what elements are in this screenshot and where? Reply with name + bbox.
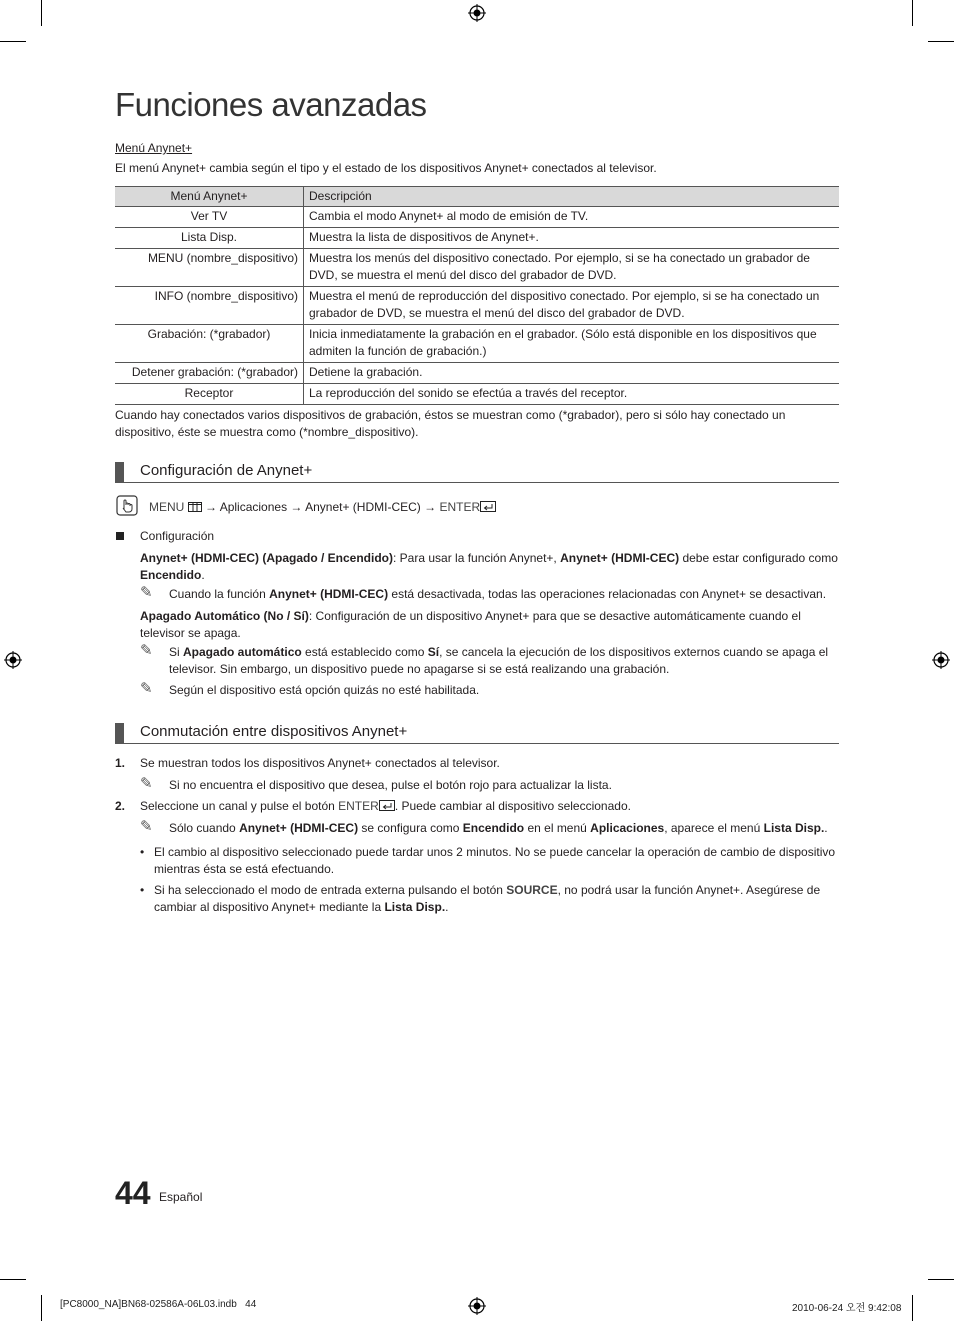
- step-number: 2.: [115, 799, 126, 813]
- section-heading: [115, 721, 839, 744]
- table-row: [115, 363, 839, 384]
- table-header-cell: Menú Anynet+: [115, 187, 304, 207]
- description-cell: Muestra la lista de dispositivos de Anynet+.: [304, 228, 840, 249]
- note-text: Sólo cuando Anynet+ (HDMI-CEC) se configura como Encendido en el menú Aplicaciones, aparece el menú Lista Disp..: [169, 821, 828, 835]
- anynet-menu-table: [115, 186, 839, 405]
- menu-item-cell: Receptor: [115, 384, 304, 405]
- remote-hand-icon: [116, 495, 138, 516]
- menu-item-cell: Ver TV: [115, 207, 304, 228]
- registration-mark-icon: [468, 1297, 486, 1315]
- table-row: [115, 207, 839, 228]
- crop-mark: [41, 1295, 42, 1321]
- page-language: Español: [159, 1190, 203, 1204]
- menu-item-cell: INFO (nombre_dispositivo): [115, 287, 304, 325]
- footnote-text: Cuando hay conectados varios dispositivos de grabación, éstos se muestran como (*grabador), pero si sólo hay conectado un dispositivo, éste se muestra como (*nombre_dispositivo).: [115, 408, 786, 439]
- intro-text: El menú Anynet+ cambia según el tipo y el estado de los dispositivos Anynet+ conectados al televisor.: [115, 161, 657, 175]
- description-cell: La reproducción del sonido se efectúa a través del receptor.: [304, 384, 840, 405]
- bullet-dot-icon: •: [140, 845, 145, 859]
- note-text: Si no encuentra el dispositivo que desea, pulse el botón rojo para actualizar la lista.: [169, 778, 612, 792]
- registration-mark-icon: [4, 651, 22, 669]
- menu-item-cell: MENU (nombre_dispositivo): [115, 249, 304, 287]
- note-pencil-icon: ✎: [140, 584, 153, 601]
- description-cell: Muestra el menú de reproducción del dispositivo conectado. Por ejemplo, si se ha conectado un grabador de DVD, se muestra el menú del disco del grabador de DVD.: [304, 287, 840, 325]
- item-label: Configuración: [140, 529, 215, 543]
- section-heading-text: Configuración de Anynet+: [140, 462, 313, 479]
- enter-icon: [379, 800, 395, 811]
- table-row: [115, 249, 839, 287]
- section-heading-text: Conmutación entre dispositivos Anynet+: [140, 723, 408, 740]
- description-cell: Detiene la grabación.: [304, 363, 840, 384]
- auto-off-text: Apagado Automático (No / Sí): Configuración de un dispositivo Anynet+ para que se desactive automáticamente cuando el televisor se apaga.: [140, 609, 801, 640]
- note-pencil-icon: ✎: [140, 642, 153, 659]
- enter-icon: [480, 501, 496, 512]
- menu-item-cell: Lista Disp.: [115, 228, 304, 249]
- heading-bar: [115, 462, 124, 482]
- description-cell: Inicia inmediatamente la grabación en el grabador. (Sólo está disponible en los dispositivos que admiten la función de grabación.): [304, 325, 840, 363]
- registration-mark-icon: [468, 4, 486, 22]
- crop-mark: [912, 0, 913, 26]
- registration-mark-icon: [932, 651, 950, 669]
- note-text: Cuando la función Anynet+ (HDMI-CEC) está desactivada, todas las operaciones relacionadas con Anynet+ se desactivan.: [169, 587, 827, 601]
- crop-mark: [41, 0, 42, 26]
- section-heading: [115, 460, 839, 483]
- print-file-name: [PC8000_NA]BN68-02586A-06L03.indb 44: [60, 1299, 257, 1310]
- description-cell: Muestra los menús del dispositivo conectado. Por ejemplo, si se ha conectado un grabador de DVD, se muestra el menú del disco del grabador de DVD.: [304, 249, 840, 287]
- bullet-square-icon: [116, 532, 124, 540]
- anynet-setting-text: Anynet+ (HDMI-CEC) (Apagado / Encendido): Para usar la función Anynet+, Anynet+ (HDMI-CEC) debe estar configurado como Encendido.: [140, 551, 838, 582]
- note-text: Si Apagado automático está establecido como Sí, se cancela la ejecución de los dispositivos externos cuando se apaga el televisor. Sin embargo, un dispositivo puede no apagarse si se está realizando una grabación.: [169, 645, 829, 676]
- menu-item-cell: Grabación: (*grabador): [115, 325, 304, 363]
- crop-mark: [928, 41, 954, 42]
- page-title: Funciones avanzadas: [115, 86, 427, 123]
- table-header-cell: Descripción: [304, 187, 840, 207]
- crop-mark: [928, 1279, 954, 1280]
- table-row: [115, 325, 839, 363]
- note-text: Según el dispositivo está opción quizás no esté habilitada.: [169, 683, 480, 697]
- heading-bar: [115, 723, 124, 743]
- menu-item-cell: Detener grabación: (*grabador): [115, 363, 304, 384]
- section-label: Menú Anynet+: [115, 141, 193, 155]
- table-header-row: [115, 187, 839, 207]
- menu-path: MENU → Aplicaciones → Anynet+ (HDMI-CEC) → ENTER: [149, 499, 496, 516]
- menu-grid-icon: [188, 502, 202, 512]
- step-text: Se muestran todos los dispositivos Anynet+ conectados al televisor.: [140, 756, 500, 770]
- table-row: [115, 228, 839, 249]
- bullet-text: Si ha seleccionado el modo de entrada externa pulsando el botón SOURCE, no podrá usar la función Anynet+. Asegúrese de cambiar al dispositivo Anynet+ mediante la Lista Disp..: [154, 883, 821, 914]
- note-pencil-icon: ✎: [140, 775, 153, 792]
- step-text: Seleccione un canal y pulse el botón ENTER . Puede cambiar al dispositivo seleccionado.: [140, 799, 631, 813]
- crop-mark: [0, 1279, 26, 1280]
- note-pencil-icon: ✎: [140, 680, 153, 697]
- crop-mark: [0, 41, 26, 42]
- note-pencil-icon: ✎: [140, 818, 153, 835]
- bullet-dot-icon: •: [140, 883, 145, 897]
- bullet-text: El cambio al dispositivo seleccionado puede tardar unos 2 minutos. No se puede cancelar la operación de cambio de dispositivo mientras ésta se está efectuando.: [154, 845, 836, 876]
- step-number: 1.: [115, 756, 126, 770]
- page-number: 44: [115, 1175, 151, 1211]
- table-row: [115, 287, 839, 325]
- crop-mark: [912, 1295, 913, 1321]
- description-cell: Cambia el modo Anynet+ al modo de emisión de TV.: [304, 207, 840, 228]
- print-datetime: 2010-06-24 오전 9:42:08: [792, 1303, 902, 1314]
- table-row: [115, 384, 839, 405]
